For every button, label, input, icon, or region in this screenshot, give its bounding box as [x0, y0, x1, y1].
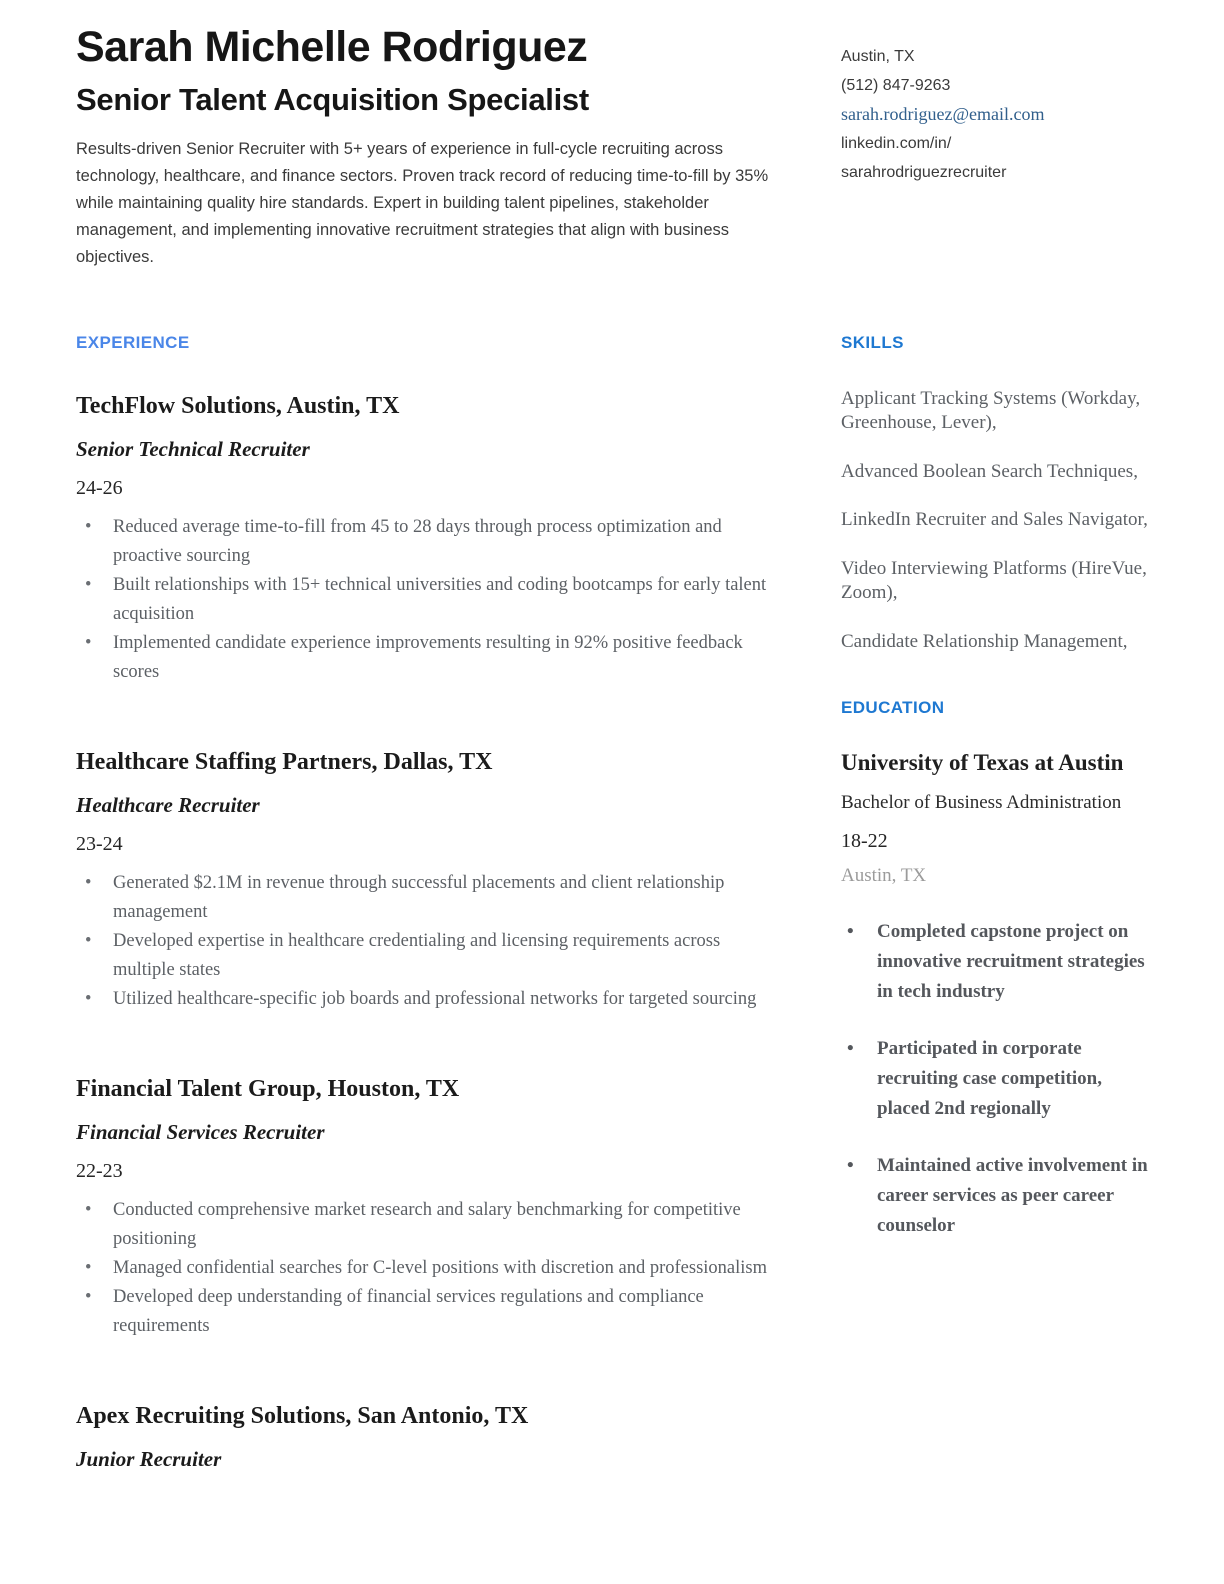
job-company: Apex Recruiting Solutions, San Antonio, TX — [76, 1402, 529, 1429]
sidebar-column — [841, 333, 1148, 1472]
job-title: Junior Recruiter — [76, 1446, 222, 1471]
job-entry-apex — [76, 1403, 781, 1472]
person-headline: Senior Talent Acquisition Specialist — [76, 81, 589, 117]
content-columns — [76, 333, 1148, 1472]
education-bullet: • Participated in corporate recruiting case competition, placed 2nd regionally — [841, 1034, 1148, 1124]
job-company: Healthcare Staffing Partners, Dallas, TX — [76, 748, 493, 775]
job-bullet: • Utilized healthcare-specific job boards and professional networks for targeted sourcing — [76, 985, 781, 1014]
job-company: Financial Talent Group, Houston, TX — [76, 1075, 460, 1102]
linkedin-url-line2: sarahrodriguezrecruiter — [841, 164, 1007, 181]
job-bullet: • Developed expertise in healthcare credentialing and licensing requirements across multiple states — [76, 927, 781, 985]
contact-phone: (512) 847-9263 — [841, 77, 951, 94]
job-bullet-list — [76, 1196, 781, 1341]
job-title: Financial Services Recruiter — [76, 1119, 325, 1144]
job-bullet: • Generated $2.1M in revenue through successful placements and client relationship management — [76, 869, 781, 927]
job-bullet: • Implemented candidate experience improvements resulting in 92% positive feedback scores — [76, 629, 781, 687]
job-dates: 23-24 — [76, 832, 123, 855]
job-company: TechFlow Solutions, Austin, TX — [76, 392, 400, 419]
experience-column — [76, 333, 781, 1472]
education-location: Austin, TX — [841, 865, 927, 887]
education-bullet: • Completed capstone project on innovative recruitment strategies in tech industry — [841, 917, 1148, 1007]
header-identity — [76, 22, 781, 271]
job-bullet-list — [76, 513, 781, 687]
contact-location: Austin, TX — [841, 48, 915, 65]
job-bullet: • Reduced average time-to-fill from 45 to 28 days through process optimization and proactive sourcing — [76, 513, 781, 571]
job-entry-healthcare — [76, 749, 781, 1014]
job-entry-financial — [76, 1076, 781, 1341]
header-section — [76, 22, 1148, 271]
job-bullet-list — [76, 869, 781, 1014]
job-title: Healthcare Recruiter — [76, 792, 260, 817]
skills-list — [841, 387, 1148, 655]
skill-item: Candidate Relationship Management, — [841, 630, 1128, 652]
contact-block — [841, 22, 1148, 271]
education-heading: EDUCATION — [841, 698, 945, 718]
job-bullet: • Conducted comprehensive market research and salary benchmarking for competitive positioning — [76, 1196, 781, 1254]
job-bullet: • Managed confidential searches for C-level positions with discretion and professionalism — [76, 1254, 781, 1283]
skill-item: Video Interviewing Platforms (HireVue, Zoom), — [841, 557, 1147, 604]
skill-item: Applicant Tracking Systems (Workday, Greenhouse, Lever), — [841, 387, 1141, 434]
education-dates: 18-22 — [841, 830, 888, 853]
linkedin-url-line1: linkedin.com/in/ — [841, 135, 952, 152]
contact-email-link[interactable]: sarah.rodriguez@email.com — [841, 104, 1045, 124]
contact-linkedin-link[interactable] — [841, 129, 1148, 187]
education-degree: Bachelor of Business Administration — [841, 792, 1122, 814]
job-dates: 24-26 — [76, 476, 123, 499]
job-title: Senior Technical Recruiter — [76, 436, 310, 461]
skills-heading: SKILLS — [841, 332, 904, 352]
skill-item: Advanced Boolean Search Techniques, — [841, 460, 1138, 482]
education-bullet-list — [841, 917, 1148, 1241]
job-bullet: • Built relationships with 15+ technical universities and coding bootcamps for early talent acquisition — [76, 571, 781, 629]
education-school: University of Texas at Austin — [841, 750, 1124, 776]
job-bullet: • Developed deep understanding of financial services regulations and compliance requirements — [76, 1283, 781, 1341]
skill-item: LinkedIn Recruiter and Sales Navigator, — [841, 509, 1148, 531]
job-entry-techflow — [76, 393, 781, 687]
job-dates: 22-23 — [76, 1159, 123, 1182]
education-bullet: • Maintained active involvement in career services as peer career counselor — [841, 1151, 1148, 1241]
person-name: Sarah Michelle Rodriguez — [76, 23, 588, 71]
professional-summary: Results-driven Senior Recruiter with 5+ years of experience in full-cycle recruiting across technology, healthcare, and finance sectors. Proven track record of reducing time-to-fill by 35% while maintaining quality hire standards. Expert in building talent pipelines, stakeholder management, and implementing innovative recruitment strategies that align with business objectives. — [76, 139, 769, 266]
experience-heading: EXPERIENCE — [76, 332, 190, 352]
